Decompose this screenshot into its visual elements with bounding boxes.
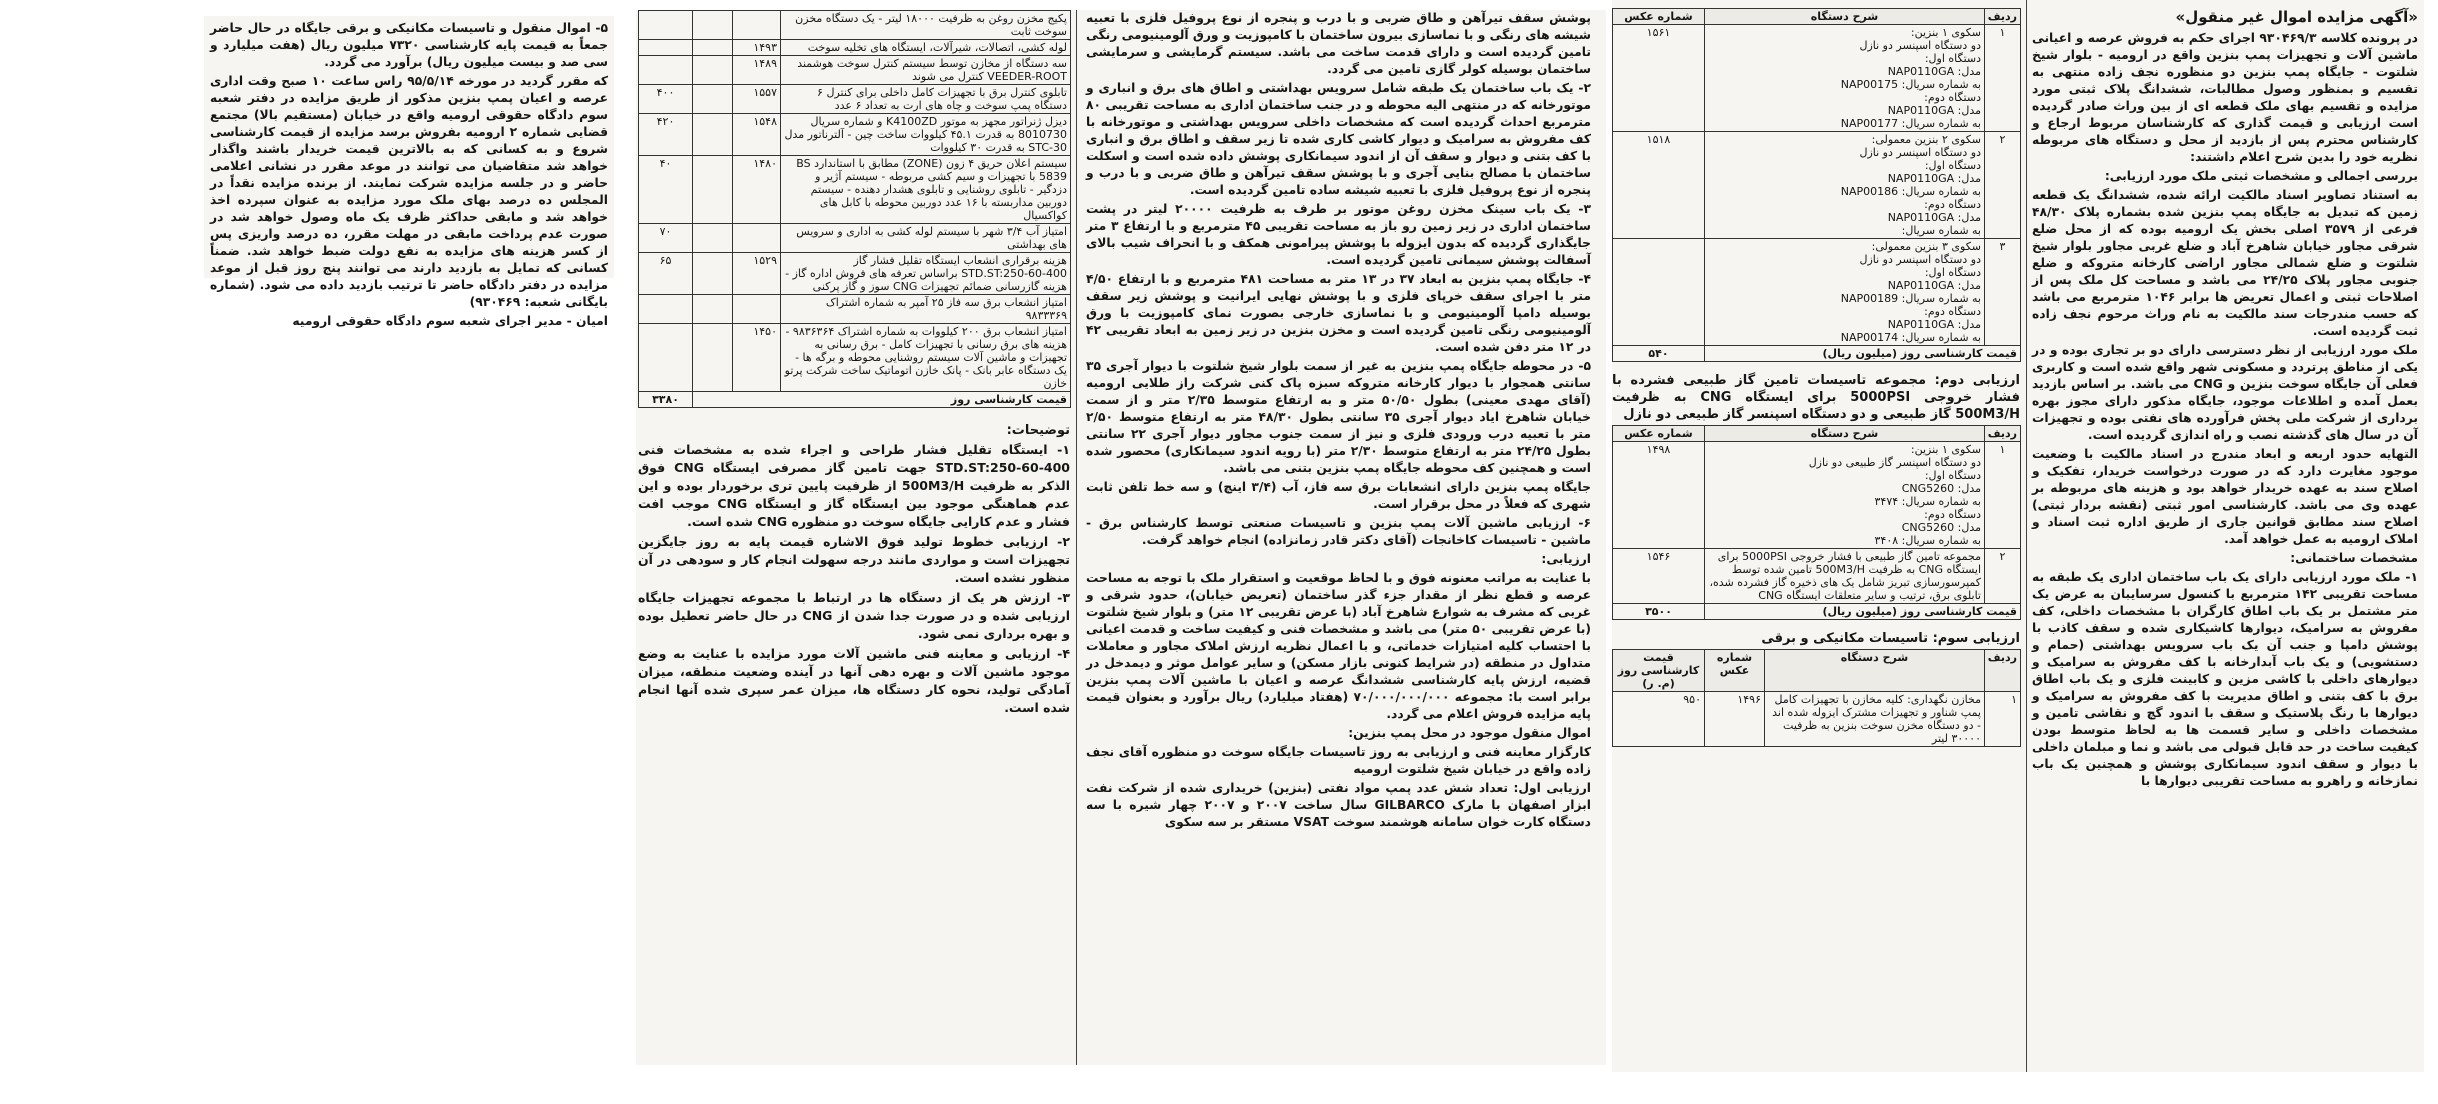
mid-paragraph-6: جایگاه پمپ بنزین دارای انشعابات برق سه فاز، آب (۳/۴ اینچ) و سه خط تلفن ثابت شهری که فعلاً در محل برقرار است. (1086, 480, 1591, 511)
table-row (639, 85, 1071, 114)
announcement-paragraph-2: بررسی اجمالی و مشخصات ثبتی ملک مورد ارزیابی: (2104, 169, 2418, 183)
left-clipping (204, 16, 614, 328)
equipment-photo-number: ۱۴۵۰ (733, 324, 781, 392)
mech-col-photo: شماره عکس (1705, 650, 1765, 692)
mech-col-desc: شرح دستگاه (1765, 650, 1985, 692)
equipment-year (693, 40, 733, 56)
table-row (1613, 692, 2021, 747)
photo-number: ۱۵۱۸ (1613, 132, 1705, 239)
device-line: مدل: CNG5260 (1901, 482, 1981, 495)
device-line: به شماره سریال: ۳۴۰۸ (1874, 534, 1981, 547)
announcement-paragraph-7: ۱- ملک مورد ارزیابی دارای یک باب ساختمان اداری یک طبقه به مساحت تقریبی ۱۴۲ مترمربع با کنسول سرسایبان به عرض یک متر مشتمل بر یک باب اطاق کارگران با مشخصات داخلی، کف مفروش به سرامیک، دیوارها کاشیکاری شده و سقف کاذب با پوشش دامپا و جنب آن یک باب سرویس بهداشتی (حمام و دستشویی) و یک باب آبدارخانه با کف مفروش به سرامیک و دیوارهای داخلی با کاشی مزین و کابینت فلزی و یک باب اطاق برق با کف بتنی و اطاق مدیریت با کف مفروش به سرامیک و دیوارها با رنگ پلاستیک و سقف با اندود گچ و نقاشی تامین و مشخصات داخلی و سایر قسمت ها به لحاظ متوسط بودن کیفیت ساخت در حد قابل قبولی می باشد و نما و مبلمان داخلی با دیوار و سقف اندود سیمانکاری پوشش و همچنین یک باب نمازخانه و راهرو به مساحت تقریبی دیوارها با (2032, 570, 2419, 788)
device-line: به شماره سریال: NAP00189 (1840, 292, 1981, 305)
equipment-year (693, 295, 733, 324)
device-line: به شماره سریال: NAP00177 (1840, 117, 1981, 130)
table-row (639, 114, 1071, 156)
table-row (1613, 442, 2021, 549)
equipment-desc: تابلوی کنترل برق با تجهیزات کامل داخلی برای کنترل ۶ دستگاه پمپ سوخت و چاه های ارت به تعداد ۶ عدد (781, 85, 1071, 114)
row-number: ۲ (1985, 549, 2021, 604)
note-2: ۲- ارزیابی خطوط تولید فوق الاشاره قیمت پایه به روز جایگزین تجهیزات است و مواردی مانند درجه سهولت انجام کار و سودهی در آن منظور نشده است. (638, 534, 1070, 585)
device-line: دستگاه دوم: (1924, 305, 1981, 318)
announcement-paragraph-6: مشخصات ساختمانی: (2290, 551, 2418, 565)
equipment-desc: امتیاز آب ۳/۴ شهر با سیستم لوله کشی به اداری و سرویس های بهداشتی (781, 224, 1071, 253)
device-line: مجموعه تامین گاز طبیعی با فشار خروجی 5000PSI برای ایستگاه CNG به ظرفیت 500M3/H تامین شده توسط کمپرسورسازی تبریز شامل یک های ذخیره گاز فشرده شده، تابلوی برق، ترتیب و سایر متعلقات ایستگاه CNG (1709, 550, 1981, 602)
device-description (1705, 442, 1985, 549)
device-line: مدل: NAP0110GA (1887, 104, 1981, 117)
equipment-price (639, 324, 693, 392)
mid-paragraph-4: ۴- جایگاه پمپ بنزین به ابعاد ۳۷ در ۱۳ متر به مساحت ۴۸۱ مترمربع و با ارتفاع ۴/۵۰ متر با اجرای سقف خرپای فلزی و با پوشش نهایی ایرانیت و پوشش زیر سقف بوسیله دامپا آلومینیومی و با نماسازی خارجی بصورت نمای کامپوزیت با ورق آلومینیومی رنگی تامین گردیده است و مخزن بنزین در زیر زمین به ابعاد تقریبی ۴۲ در ۱۲ متر دفن شده است. (1086, 272, 1591, 354)
device-line: دو دستگاه اسپنسر دو نازل (1859, 253, 1981, 266)
photo-number: ۱۴۹۸ (1613, 442, 1705, 549)
section3-title: ارزیابی سوم: تاسیسات مکانیکی و برقی (1761, 631, 2020, 646)
equipment-photo-number (733, 295, 781, 324)
row-number: ۳ (1985, 239, 2021, 346)
mid-paragraph-3: ۳- یک باب سینک مخزن روغن موتور بر طرف به ظرفیت ۲۰۰۰۰ لیتر در پشت ساختمان اداری در زیر زمین رو باز به مساحت تقریبی ۴۵ مترمربع و با ارتفاع ۳ متر جایگذاری گردیده که بدون ایزوله با پوشش پیرامونی همکف و با انحراف شیب بالای آسفالت پوشش سیمانی تامین گردیده است. (1086, 202, 1592, 267)
equipment-table (638, 10, 1071, 408)
right-column-divider (2026, 0, 2027, 1072)
equipment-price: ۴۰ (639, 156, 693, 224)
table-row (1613, 239, 2021, 346)
device-line: به شماره سریال: NAP00186 (1840, 185, 1981, 198)
cng-table (1612, 425, 2021, 620)
right-page (1612, 0, 2424, 1072)
equipment-price: ۴۰۰ (639, 85, 693, 114)
mid-paragraph-12: ارزیابی اول: تعداد شش عدد پمپ مواد نفتی (بنزین) خریداری شده از شرکت نفت ابزار اصفهان با مارک GILBARCO سال ساخت ۲۰۰۷ و ۲۰۰۷ چهار شیره با سه دستگاه کارت خوان سامانه هوشمند سوخت VSAT مستقر بر سه سکوی (1086, 781, 1591, 829)
mech-row-desc: مخازن نگهداری: کلیه مخازن با تجهیزات کامل پمپ شناور و تجهیزات مشترک ایزوله شده اند - دو دستگاه مخزن سوخت بنزین به ظرفیت ۳۰۰۰۰ لیتر (1765, 692, 1985, 747)
equipment-price (639, 56, 693, 85)
device-line: سکوی ۱ بنزین: (1910, 26, 1981, 39)
device-line: به شماره سریال: NAP00175 (1840, 78, 1981, 91)
device-description (1705, 239, 1985, 346)
equipment-desc: امتیاز انشعاب برق ۲۰۰ کیلووات به شماره اشتراک ۹۸۳۶۳۶۴ - هزینه های برق رسانی با تجهیزات کامل - برق رسانی به تجهیزات و ماشین آلات سیستم روشنایی محوطه و برگه ها - یک دستگاه عابر بانک - پانک خازن اتوماتیک ساخت شرکت پرتو خازن (781, 324, 1071, 392)
table1-total-value: ۵۴۰ (1613, 346, 1705, 362)
device-line: مدل: NAP0110GA (1887, 279, 1981, 292)
equipment-year (693, 11, 733, 40)
mechanical-table (1612, 649, 2021, 747)
device-line: مدل: NAP0110GA (1887, 318, 1981, 331)
table-row (1613, 132, 2021, 239)
mid-paragraph-10: اموال منقول موجود در محل پمپ بنزین: (1348, 726, 1591, 740)
equipment-year (693, 324, 733, 392)
device-line: سکوی ۱ بنزین: (1910, 443, 1981, 456)
table-row (639, 295, 1071, 324)
left-paragraph-1: ۵- اموال منقول و تاسیسات مکانیکی و برقی جایگاه در حال حاضر جمعاً به قیمت پایه کارشناسی ۷۳۲۰ میلیون ریال (هفت میلیارد و سی صد و بیست میلیون ریال) برآورد می گردد. (210, 21, 608, 69)
equipment-desc: امتیاز انشعاب برق سه فاز ۲۵ آمپر به شماره اشتراک ۹۸۳۳۳۶۹ (781, 295, 1071, 324)
table-row (639, 56, 1071, 85)
equipment-photo-number: ۱۴۸۰ (733, 156, 781, 224)
equipment-year (693, 253, 733, 295)
device-line: دستگاه دوم: (1924, 508, 1981, 521)
device-line: مدل: NAP0110GA (1887, 65, 1981, 78)
table-row (639, 156, 1071, 224)
announcement-column (2032, 8, 2418, 1068)
photo-number: ۱۵۴۶ (1613, 549, 1705, 604)
pump-table-column (1612, 8, 2020, 1068)
equipment-price: ۷۰ (639, 224, 693, 253)
note-4: ۴- ارزیابی و معاینه فنی ماشین آلات مورد مزایده با عنایت به وضع موجود ماشین آلات و بهره دهی آنها در آینده وضعیت منطقه، میزان آمادگی تولید، نحوه کار دستگاه ها، میزان عمر سپری شده آنها انجام شده است. (638, 646, 1070, 715)
table-row (639, 253, 1071, 295)
equipment-total-label: قیمت کارشناسی روز (693, 392, 1071, 408)
left-signature: امیان - مدیر اجرای شعبه سوم دادگاه حقوقی ارومیه (292, 314, 608, 328)
col-row-header: ردیف (1985, 9, 2021, 25)
mid-paragraph-8: ارزیابی: (1541, 552, 1591, 566)
mid-paragraph-11: کارگزار معاینه فنی و ارزیابی به روز تاسیسات جایگاه سوخت دو منظوره آقای نجف زاده واقع در خیابان شیخ شلتوت ارومیه (1086, 745, 1591, 776)
device-line: دستگاه دوم: (1924, 198, 1981, 211)
device-line: مدل: NAP0110GA (1887, 211, 1981, 224)
equipment-photo-number (733, 224, 781, 253)
equipment-price (639, 295, 693, 324)
middle-page (636, 10, 1606, 1065)
table2-total-value: ۳۵۰۰ (1613, 604, 1705, 620)
equipment-photo-number: ۱۴۹۳ (733, 40, 781, 56)
mid-paragraph-7: ۶- ارزیابی ماشین آلات پمپ بنزین و تاسیسات صنعتی توسط کارشناس برق - ماشین - تاسیسات کاخانجات (آقای دکتر قادر زمانزاده) انجام خواهد گرفت. (1086, 516, 1591, 547)
table1-total-label: قیمت کارشناسی روز (میلیون ریال) (1705, 346, 2021, 362)
mech-row-num: ۱ (1985, 692, 2021, 747)
equipment-desc: لوله کشی، اتصالات، شیرآلات، ایستگاه های تخلیه سوخت (781, 40, 1071, 56)
equipment-desc: پکیج مخزن روغن به ظرفیت ۱۸۰۰۰ لیتر - یک دستگاه مخزن سوخت ثابت (781, 11, 1071, 40)
device-line: به شماره سریال: (1901, 224, 1981, 237)
mech-row-photo: ۱۴۹۶ (1705, 692, 1765, 747)
equipment-desc: سیستم اعلان حریق ۴ زون (ZONE) مطابق با استاندارد BS 5839 با تجهیزات و سیم کشی مربوطه - سیستم آژیر و دزدگیر - تابلوی روشنایی و تابلوی هشدار دهنده - سیستم دوربین مداربسته با ۱۶ عدد دوربین محوطه با کابل های کواکسیال (781, 156, 1071, 224)
equipment-year (693, 224, 733, 253)
device-line: دستگاه اول: (1924, 469, 1981, 482)
mid-paragraph-2: ۲- یک باب ساختمان یک طبقه شامل سرویس بهداشتی و اطاق های برق و انباری و موتورخانه که در منتهی الیه محوطه و در جنب ساختمان اداری به مساحت تقریبی ۸۰ مترمربع احداث گردیده است که مشخصات داخلی سرویس بهداشتی و موتورخانه با کف مفروش به سرامیک و دیوار کاشی کاری شده تا زیر سقف و اطاق برق و انباری با کف بتنی و دیوار و سقف آن از اندود سیمانکاری پوشش داده شده است و اسکلت ساختمان با مصالح بنایی آجری و با پوشش سقف تیرآهن و طاق ضربی و با درب و پنجره از نوع پروفیل فلزی با تعبیه شیشه ساده تامین گردیده است. (1086, 81, 1591, 197)
device-line: دستگاه اول: (1924, 159, 1981, 172)
equipment-photo-number: ۱۵۴۸ (733, 114, 781, 156)
mid-paragraph-1: پوشش سقف تیرآهن و طاق ضربی و با درب و پنجره از نوع پروفیل فلزی با تعبیه شیشه های رنگی و با نماسازی بیرون ساختمان با کامپوزیت و ورق آلومینیومی رنگی تامین گردیده است و دارای قدمت ساخت می باشد. سیستم گرمایشی و سرمایشی ساختمان بوسیله کولر گازی تامین می گردد. (1086, 11, 1591, 76)
device-line: دو دستگاه اسپنسر دو نازل (1859, 146, 1981, 159)
announcement-title: «آگهی مزایده اموال غیر منقول» (2175, 8, 2418, 26)
equipment-desc: سه دستگاه از مخازن توسط سیستم کنترل سوخت هوشمند VEEDER-ROOT کنترل می شوند (781, 56, 1071, 85)
equipment-photo-number (733, 11, 781, 40)
announcement-paragraph-5: التهایه حدود اربعه و ابعاد مندرج در اسناد مالکیت با وضعیت موجود مغایرت دارد که در صورت درخواست خریدار، تفکیک و اصلاح سند به عهده خریدار خواهد بود و هزینه های مربوطه بر عهده وی می باشد. کارشناسی امور ثبتی (نقشه بردار ثبتی) اصلاح سند مطابق قوانین جاری از طریق اداره ثبت اسناد و املاک ارومیه به عمل خواهد آمد. (2032, 447, 2418, 546)
cng-col-desc-header: شرح دستگاه (1705, 426, 1985, 442)
equipment-photo-number: ۱۴۸۹ (733, 56, 781, 85)
announcement-paragraph-1: در پرونده کلاسه ۹۳۰۴۶۹/۳ اجرای حکم به فروش عرصه و اعیانی ماشین آلات و تجهیزات پمپ بنزین واقع در ارومیه - بلوار شیخ شلتوت - جایگاه پمپ بنزین دو منظوره نجف زاده منتهی به تقسیم و بمنظور وصول مطالبات، ششدانگ پلاک ثبتی مورد مزایده و تقسیم بهای ملک قطعه ای از بین وراث صادر گردیده است ارزیابی و قیمت گذاری که کارشناسان مربوط ارجاع و کارشناس محترم پس از بازدید از محل و دستگاه های مربوطه نظریه خود را بدین شرح اعلام داشتند: (2032, 31, 2418, 164)
cng-col-photo-header: شماره عکس (1613, 426, 1705, 442)
mech-col-price: قیمت کارشناسی روز (م. ر) (1613, 650, 1705, 692)
device-line: دستگاه دوم: (1924, 91, 1981, 104)
section2-title: ارزیابی دوم: مجموعه تاسیسات تامین گاز طبیعی فشرده با فشار خروجی 5000PSI برای ایستگاه CNG به ظرفیت 500M3/H گاز طبیعی و دو دستگاه اسپنسر گاز طبیعی دو نازل (1612, 373, 2021, 422)
equipment-photo-number: ۱۵۵۷ (733, 85, 781, 114)
device-line: دو دستگاه اسپنسر دو نازل (1859, 39, 1981, 52)
table-total-row (639, 392, 1071, 408)
mid-paragraph-5: ۵- در محوطه جایگاه پمپ بنزین به غیر از سمت بلوار شیخ شلتوت با دیوار آجری ۳۵ سانتی همجوار با دیوار کارخانه متروکه سبزه پاک کنی شرکت راز طلایی ارومیه (آقای مهدی معینی) بطول ۵۰/۵۰ متر و به ارتفاع متوسط ۲/۳۵ متر و از سمت خیابان شاهرخ ایاد دیوار آجری ۳۵ سانتی بطول ۴۸/۳۰ متر به ارتفاع متوسط ۲/۵۰ متر با تعبیه درب ورودی فلزی و نیز از سمت جنوب مجاور دیوار آجری ۲۲ سانتی بطول ۲۴/۲۵ متر به ارتفاع متوسط ۲/۳۰ متر (با رویه اندود سیمانکاری) محصور شده است و همچنین کف محوطه جایگاه پمپ بنزین بتنی می باشد. (1086, 359, 1592, 475)
table-row (639, 11, 1071, 40)
equipment-price: ۴۲۰ (639, 114, 693, 156)
equipment-desc: دیزل ژنراتور مجهز به موتور K4100ZD و شماره سریال 8010730 به قدرت ۴۵.۱ کیلووات ساخت چین - آلترناتور مدل STC-30 به قدرت ۳۰ کیلووات (781, 114, 1071, 156)
table-row (1613, 549, 2021, 604)
equipment-price (639, 40, 693, 56)
col-photo-header: شماره عکس (1613, 9, 1705, 25)
equipment-price: ۶۵ (639, 253, 693, 295)
row-number: ۲ (1985, 132, 2021, 239)
mid-paragraph-9: با عنایت به مراتب معنونه فوق و با لحاظ موقعیت و استقرار ملک با توجه به مساحت عرصه و قطع نظر از مقدار جزء گذر ساختمان (تعریض خیابان)، حدود شرقی و غربی که مشرف به شوارع شاهرخ آباد (با عرض تقریبی ۱۲ متر) و بلوار شیخ شلتوت (با عرض تقریبی ۵۰ متر) می باشد و مشخصات فنی و کیفیت ساخت و قدمت اعیانی با احتساب کلیه امتیازات خدماتی، و با اعمال نظریه ارزش املاک مجاور و معاملات متداول در منطقه (در شرایط کنونی بازار مسکن) و سایر عوامل موثر و دیمدخل در قضیه، ارزش پایه کارشناسی ششدانگ عرصه و اعیان با ماشین آلات پمپ بنزین برابر است با: مجموعه ۷۰/۰۰۰/۰۰۰/۰۰۰ (هفتاد میلیارد) ریال برآورد و بعنوان قیمت پایه مزایده فروش اعلام می گردد. (1086, 571, 1592, 721)
equipment-price (639, 11, 693, 40)
table2-total-label: قیمت کارشناسی روز (میلیون ریال) (1705, 604, 2021, 620)
left-paragraph-2: که مقرر گردید در مورخه ۹۵/۵/۱۴ راس ساعت ۱۰ صبح وقت اداری عرصه و اعیان پمپ بنزین مذکور از طریق مزایده در دفتر شعبه سوم دادگاه حقوقی ارومیه واقع در خیابان (مستقیم بالا) مجتمع قضایی شماره ۲ ارومیه بفروش برسد مزایده از قیمت کارشناسی شروع و به کسانی که به بالاترین قیمت خریدار باشند واگذار خواهد شد متقاضیان می توانند در موعد مقرر در نشانی اعلامی حاضر و در جلسه مزایده شرکت نمایند. از برنده مزایده نقداً در المجلس ده درصد بهای ملک مورد مزایده به عنوان سپرده اخذ خواهد شد و مابقی حداکثر ظرف یک ماه وصول خواهد شد در صورت عدم پرداخت مابقی در مهلت مقرر، ده درصد واریزی پس از کسر هزینه های مزایده به نفع دولت ضبط خواهد شد. ضمناً کسانی که تمایل به بازدید دارند می توانند پنج روز قبل از موعد مزایده در دفتر دادگاه حاضر تا ترتیب بازدید داده می شود. (شماره بایگانی شعبه: ۹۳۰۴۶۹) (210, 74, 609, 309)
note-3: ۳- ارزش هر یک از دستگاه ها در ارتباط با مجموعه تجهیزات جایگاه ارزیابی شده و در صورت جدا شدن از CNG در حال حاضر تعطیل بوده و بهره برداری نمی شود. (638, 590, 1070, 641)
equipment-year (693, 114, 733, 156)
row-number: ۱ (1985, 442, 2021, 549)
equipment-year (693, 85, 733, 114)
middle-text-column (1086, 10, 1591, 1060)
left-clipping-text (210, 20, 609, 328)
equipment-table-column (638, 10, 1070, 1060)
device-description (1705, 132, 1985, 239)
device-line: سکوی ۲ بنزین معمولی: (1871, 133, 1981, 146)
announcement-paragraph-3: به استناد تصاویر اسناد مالکیت ارائه شده، ششدانگ یک قطعه زمین که تبدیل به جایگاه پمپ بنزین شده بشماره پلاک ۴۸/۳۰ فرعی از ۳۵۷۹ اصلی بخش یک ارومیه بوده که از محل ضلع شرقی مجاور خیابان شاهرخ آباد و ضلع غربی مجاور بلوار شیخ شلتوت و ضلع شمالی مجاور اراضی کارخانه متروکه و ضلع جنوبی مجاور پلاک ۲۴/۲۵ می باشد و مساحت کل ملک پس از اصلاحات ثبتی و اعمال تعریض ها برابر ۱۰۴۶ مترمربع می باشد که حسب مندرجات سند مالکیت به نام وراث مرحوم نجف زاده ثبت گردیده است. (2032, 188, 2419, 338)
table-row (639, 40, 1071, 56)
cng-col-row-header: ردیف (1985, 426, 2021, 442)
device-line: سکوی ۳ بنزین معمولی: (1871, 240, 1981, 253)
device-description (1705, 25, 1985, 132)
pump-table (1612, 8, 2021, 362)
equipment-year (693, 56, 733, 85)
device-line: دو دستگاه اسپنسر گاز طبیعی دو نازل (1808, 456, 1981, 469)
equipment-photo-number: ۱۵۲۹ (733, 253, 781, 295)
photo-number: ۱۵۶۱ (1613, 25, 1705, 132)
table-row (1613, 25, 2021, 132)
notes-title: توضیحات: (1006, 423, 1070, 438)
device-line: مدل: NAP0110GA (1887, 172, 1981, 185)
device-line: به شماره سریال: NAP00174 (1840, 331, 1981, 344)
device-line: مدل: CNG5260 (1901, 521, 1981, 534)
device-description (1705, 549, 1985, 604)
mech-col-row: ردیف (1985, 650, 2021, 692)
middle-column-divider (1076, 10, 1077, 1065)
equipment-total-value: ۳۳۸۰ (639, 392, 693, 408)
table-row (639, 224, 1071, 253)
device-line: دستگاه اول: (1924, 266, 1981, 279)
announcement-paragraph-4: ملک مورد ارزیابی از نظر دسترسی دارای دو بر تجاری بوده و در یکی از مناطق پرتردد و مسکونی شهر واقع شده است و کاربری فعلی آن جایگاه سوخت بنزین و CNG می باشد. بر اساس بازدید بعمل آمده و اطلاعات موجود، جایگاه مذکور دارای مجوز بهره برداری از شرکت ملی پخش فرآورده های نفتی بوده و تجهیزات آن در سال های گذشته نصب و راه اندازی گردیده است. (2032, 343, 2418, 442)
device-line: دستگاه اول: (1924, 52, 1981, 65)
device-line: به شماره سریال: ۳۴۷۴ (1874, 495, 1981, 508)
note-1: ۱- ایستگاه تقلیل فشار طراحی و اجراء شده به مشخصات فنی STD.ST:250-60-400 جهت تامین گاز مصرفی ایستگاه CNG فوق الذکر به ظرفیت 500M3/H از ظرفیت پایین تری برخوردار بوده و این عدم هماهنگی موجود بین ایستگاه گاز و ایستگاه CNG موجب افت فشار و عدم کارایی جایگاه سوخت دو منظوره CNG شده است. (638, 442, 1070, 529)
equipment-desc: هزینه برقراری انشعاب ایستگاه تقلیل فشار گاز STD.ST:250-60-400 براساس تعرفه های فروش اداره گاز - هزینه گازرسانی ضمائم تجهیزات CNG سوز و گاز پرکنی (781, 253, 1071, 295)
row-number: ۱ (1985, 25, 2021, 132)
col-desc-header: شرح دستگاه (1705, 9, 1985, 25)
equipment-year (693, 156, 733, 224)
mech-row-price: ۹۵۰ (1613, 692, 1705, 747)
table-row (639, 324, 1071, 392)
photo-number (1613, 239, 1705, 346)
